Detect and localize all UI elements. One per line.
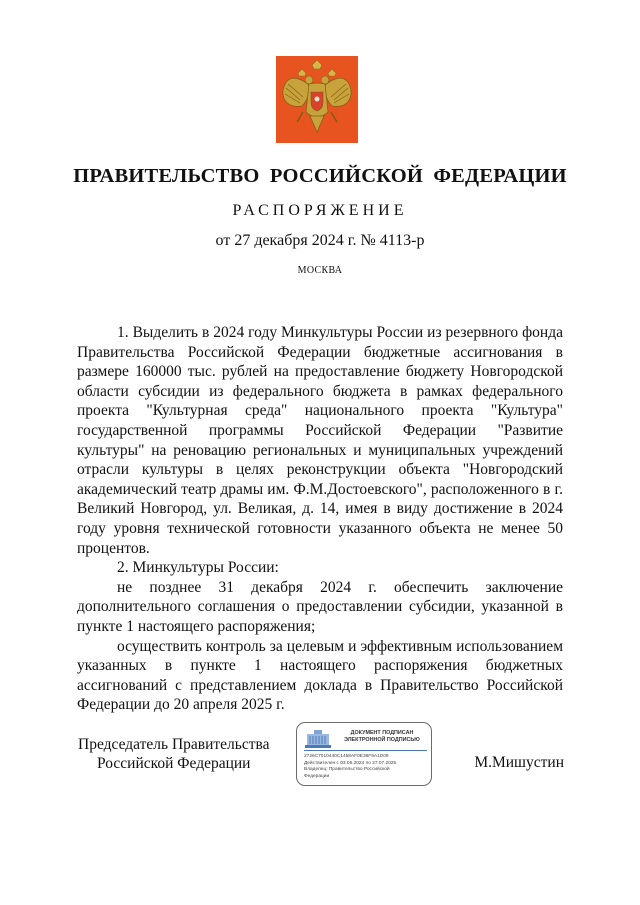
stamp-validity: Действителен с 03.05.2024 по 27.07.2025 (304, 760, 397, 766)
document-type: РАСПОРЯЖЕНИЕ (232, 202, 408, 219)
document-date-number: от 27 декабря 2024 г. № 4113-р (215, 232, 425, 249)
electronic-signature-stamp (296, 722, 432, 786)
paragraph-4: осуществить контроль за целевым и эффективным использованием указанных в пункте 1 настоящего распоряжения бюджетных ассигнований с представлением доклада в Правительство Российской Федерации до 20 апреля 2025 г. (77, 637, 563, 714)
signer-title (78, 735, 270, 773)
signer-title-line-2: Российской Федерации (97, 755, 251, 772)
stamp-info (304, 754, 429, 780)
paragraph-3: не позднее 31 декабря 2024 г. обеспечить заключение дополнительного соглашения о предоставлении субсидии, указанной в пункте 1 настоящего распоряжения; (77, 578, 563, 635)
paragraph-2: 2. Минкультуры России: (117, 559, 279, 577)
stamp-certificate: 2726C7010440C1458AF0E36F9A1D09 (304, 754, 389, 759)
stamp-heading-line-1: ДОКУМЕНТ ПОДПИСАН (350, 730, 414, 736)
signer-title-line-1: Председатель Правительства (78, 736, 270, 753)
document-city: МОСКВА (297, 265, 343, 276)
coat-of-arms-icon (276, 56, 358, 143)
document-body (77, 323, 563, 715)
government-title: ПРАВИТЕЛЬСТВО РОССИЙСКОЙ ФЕДЕРАЦИИ (73, 165, 567, 187)
signer-name: М.Мишустин (474, 754, 564, 771)
paragraph-1: 1. Выделить в 2024 году Минкультуры России из резервного фонда Правительства Российской Федерации бюджетные ассигнования в размере 160000 тыс. рублей на предоставление бюджету Новгородской области субсидии из федерального бюджета в рамках федерального проекта "Культурная среда" национального проекта "Культура" государственной программы Российской Федерации "Развитие культуры" на реновацию региональных и муниципальных учреждений отрасли культуры в целях реконструкции объекта "Новгородский академический театр драмы им. Ф.М.Достоевского", расположенного в г. Великий Новгород, ул. Великая, д. 14, имея в виду достижение в 2024 году уровня технической готовности указанного объекта не менее 50 процентов. (77, 324, 563, 557)
stamp-owner: Владелец: Правительство Российской Федерации (304, 767, 390, 779)
stamp-heading (337, 730, 427, 744)
government-building-icon (305, 729, 331, 749)
stamp-heading-line-2: ЭЛЕКТРОННОЙ ПОДПИСЬЮ (344, 737, 420, 743)
stamp-divider (304, 750, 427, 751)
